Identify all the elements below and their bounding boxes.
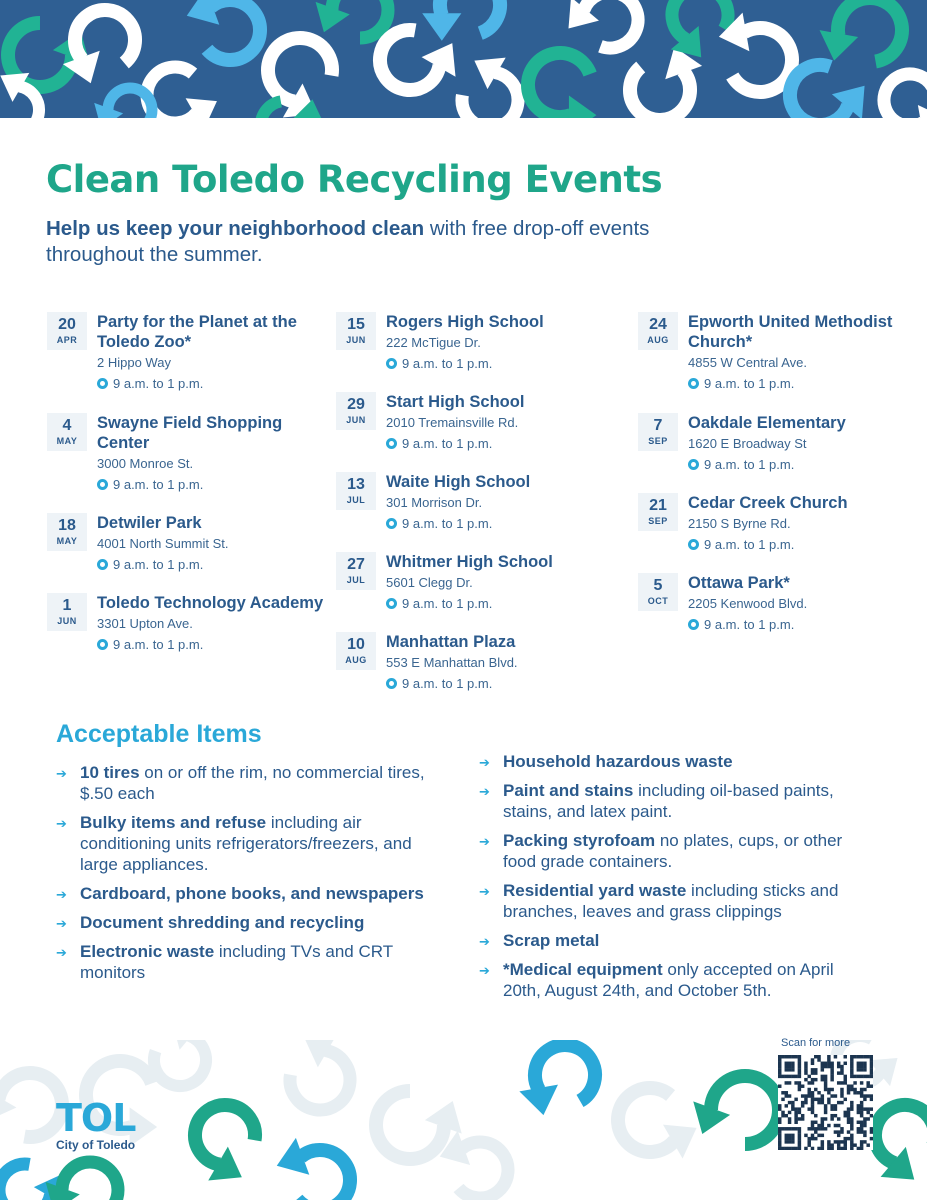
item-name: Household hazardous waste xyxy=(503,752,733,771)
event-date-badge xyxy=(336,552,376,590)
event-day: 15 xyxy=(347,316,365,333)
event-time xyxy=(688,614,927,635)
event-address: 222 McTigue Dr. xyxy=(386,335,481,350)
events-column-3 xyxy=(638,312,918,653)
event-item xyxy=(638,413,918,493)
acceptable-item xyxy=(56,941,426,983)
acceptable-item xyxy=(56,762,426,804)
item-name: *Medical equipment xyxy=(503,960,663,979)
event-date-badge xyxy=(47,593,87,631)
recycle-arrow-icon xyxy=(180,0,268,70)
item-name: Scrap metal xyxy=(503,931,600,950)
event-time xyxy=(97,554,337,575)
event-info xyxy=(97,593,337,655)
event-item xyxy=(47,312,327,413)
event-time-text: 9 a.m. to 1 p.m. xyxy=(113,477,204,492)
event-name: Waite High School xyxy=(386,473,531,491)
item-name: Electronic waste xyxy=(80,942,215,961)
event-time xyxy=(386,513,626,534)
event-month: MAY xyxy=(56,436,78,446)
clock-icon xyxy=(97,378,108,389)
event-info xyxy=(97,413,337,495)
event-date-badge xyxy=(47,312,87,350)
event-item xyxy=(336,632,616,712)
item-name: Paint and stains xyxy=(503,781,634,800)
event-time-text: 9 a.m. to 1 p.m. xyxy=(113,637,204,652)
recycle-arrow-icon xyxy=(620,40,716,118)
item-description: including sticks and branches, leaves and grass clippings xyxy=(503,881,839,921)
arrow-right-icon: ➔ xyxy=(479,755,490,770)
clock-icon xyxy=(688,459,699,470)
event-time xyxy=(688,534,927,555)
event-info xyxy=(386,392,626,454)
event-info xyxy=(386,312,626,374)
event-address: 2010 Tremainsville Rd. xyxy=(386,415,519,430)
event-month: JUN xyxy=(57,616,77,626)
event-date-badge xyxy=(638,413,678,451)
event-address: 4001 North Summit St. xyxy=(97,536,229,551)
clock-icon xyxy=(386,358,397,369)
event-month: APR xyxy=(56,335,78,345)
event-day: 1 xyxy=(62,597,72,614)
event-address: 2 Hippo Way xyxy=(97,355,171,370)
event-info xyxy=(688,573,927,635)
city-of-toledo-logo xyxy=(56,1096,136,1152)
event-item xyxy=(47,513,327,593)
event-item xyxy=(638,493,918,573)
item-name: Cardboard, phone books, and newspapers xyxy=(80,884,424,903)
event-address: 3000 Monroe St. xyxy=(97,456,194,471)
arrow-right-icon: ➔ xyxy=(56,945,67,960)
event-time-text: 9 a.m. to 1 p.m. xyxy=(402,436,493,451)
event-time xyxy=(386,433,626,454)
event-month: JUL xyxy=(346,495,366,505)
event-name: Start High School xyxy=(386,393,525,411)
event-info xyxy=(386,472,626,534)
event-month: OCT xyxy=(647,596,669,606)
clock-icon xyxy=(688,619,699,630)
events-column-2 xyxy=(336,312,616,712)
qr-code[interactable] xyxy=(778,1055,873,1150)
item-name: Residential yard waste xyxy=(503,881,687,900)
event-day: 18 xyxy=(58,517,76,534)
item-description: no plates, cups, or other food grade containers. xyxy=(503,831,843,871)
event-day: 24 xyxy=(649,316,667,333)
item-description: including oil-based paints, stains, and latex paint. xyxy=(503,781,834,821)
item-name: Document shredding and recycling xyxy=(80,913,365,932)
event-name: Swayne Field Shopping Center xyxy=(97,414,283,452)
recycle-arrow-icon xyxy=(606,1074,706,1179)
event-name: Whitmer High School xyxy=(386,553,553,571)
event-time-text: 9 a.m. to 1 p.m. xyxy=(704,376,795,391)
arrow-right-icon: ➔ xyxy=(479,834,490,849)
event-day: 7 xyxy=(653,417,663,434)
event-day: 29 xyxy=(347,396,365,413)
event-time xyxy=(97,474,337,495)
event-info xyxy=(97,312,337,394)
header-banner xyxy=(0,0,927,118)
event-month: SEP xyxy=(648,516,668,526)
item-name: Packing styrofoam xyxy=(503,831,656,850)
event-info xyxy=(688,493,927,555)
event-item xyxy=(638,312,918,413)
item-description: only accepted on April 20th, August 24th, and October 5th. xyxy=(503,960,834,1000)
recycle-arrows-pattern xyxy=(0,0,927,118)
recycle-arrow-icon xyxy=(270,1125,358,1200)
acceptable-items-heading: Acceptable Items xyxy=(56,720,262,748)
event-day: 21 xyxy=(649,497,667,514)
event-time-text: 9 a.m. to 1 p.m. xyxy=(704,537,795,552)
item-name: Bulky items and refuse xyxy=(80,813,267,832)
event-name: Oakdale Elementary xyxy=(688,414,846,432)
event-name: Epworth United Methodist Church* xyxy=(688,313,893,351)
event-time xyxy=(688,373,927,394)
logo-mark: TOL xyxy=(56,1096,136,1140)
event-time xyxy=(386,673,626,694)
arrow-right-icon: ➔ xyxy=(479,784,490,799)
event-name: Ottawa Park* xyxy=(688,574,790,592)
event-month: JUL xyxy=(346,575,366,585)
subtitle xyxy=(46,216,726,268)
event-time-text: 9 a.m. to 1 p.m. xyxy=(113,557,204,572)
acceptable-items-right xyxy=(479,751,849,1009)
event-info xyxy=(688,312,927,394)
event-item xyxy=(336,472,616,552)
arrow-right-icon: ➔ xyxy=(479,963,490,978)
clock-icon xyxy=(97,559,108,570)
arrow-right-icon: ➔ xyxy=(56,916,67,931)
event-time-text: 9 a.m. to 1 p.m. xyxy=(402,356,493,371)
event-date-badge xyxy=(638,312,678,350)
logo-text: City of Toledo xyxy=(56,1138,136,1152)
acceptable-item xyxy=(56,812,426,875)
event-address: 2205 Kenwood Blvd. xyxy=(688,596,808,611)
arrow-right-icon: ➔ xyxy=(56,816,67,831)
event-time-text: 9 a.m. to 1 p.m. xyxy=(704,617,795,632)
recycle-arrow-icon xyxy=(513,1040,601,1118)
acceptable-item xyxy=(479,930,849,951)
recycle-arrow-icon xyxy=(528,53,596,118)
page-title: Clean Toledo Recycling Events xyxy=(46,158,663,201)
arrow-right-icon: ➔ xyxy=(56,766,67,781)
event-date-badge xyxy=(47,413,87,451)
event-name: Manhattan Plaza xyxy=(386,633,516,651)
event-time-text: 9 a.m. to 1 p.m. xyxy=(402,516,493,531)
recycle-arrow-icon xyxy=(37,1148,126,1200)
clock-icon xyxy=(386,678,397,689)
clock-icon xyxy=(97,639,108,650)
qr-label: Scan for more xyxy=(781,1037,851,1049)
clock-icon xyxy=(386,438,397,449)
recycle-arrow-icon xyxy=(422,0,500,41)
event-time xyxy=(386,593,626,614)
event-day: 27 xyxy=(347,556,365,573)
acceptable-item xyxy=(56,883,426,904)
event-date-badge xyxy=(47,513,87,551)
event-date-badge xyxy=(336,392,376,430)
event-day: 10 xyxy=(347,636,365,653)
event-name: Cedar Creek Church xyxy=(688,494,848,512)
event-name: Detwiler Park xyxy=(97,514,202,532)
subtitle-bold: Help us keep your neighborhood clean xyxy=(46,217,425,240)
recycle-arrow-icon xyxy=(880,69,927,118)
clock-icon xyxy=(386,598,397,609)
event-info xyxy=(97,513,337,575)
acceptable-item xyxy=(479,830,849,872)
event-time xyxy=(97,373,337,394)
event-month: SEP xyxy=(648,436,668,446)
event-address: 1620 E Broadway St xyxy=(688,436,807,451)
event-item xyxy=(336,552,616,632)
event-item xyxy=(47,593,327,673)
event-info xyxy=(386,632,626,694)
event-item xyxy=(336,312,616,392)
arrow-right-icon: ➔ xyxy=(479,934,490,949)
event-month: AUG xyxy=(345,655,367,665)
item-description: including air conditioning units refrigerators/freezers, and large appliances. xyxy=(80,813,412,874)
event-item xyxy=(47,413,327,513)
arrow-right-icon: ➔ xyxy=(479,884,490,899)
event-month: AUG xyxy=(647,335,669,345)
event-time xyxy=(386,353,626,374)
event-address: 3301 Upton Ave. xyxy=(97,616,193,631)
event-time xyxy=(97,634,337,655)
acceptable-item xyxy=(479,751,849,772)
recycle-arrow-icon xyxy=(276,1040,370,1121)
arrow-right-icon: ➔ xyxy=(56,887,67,902)
event-item xyxy=(638,573,918,653)
event-address: 2150 S Byrne Rd. xyxy=(688,516,791,531)
event-name: Party for the Planet at the Toledo Zoo* xyxy=(97,313,297,351)
event-day: 13 xyxy=(347,476,365,493)
events-column-1 xyxy=(47,312,327,673)
acceptable-item xyxy=(479,780,849,822)
item-name: 10 tires xyxy=(80,763,140,782)
subtitle-rest: with free drop-off events throughout the summer. xyxy=(46,217,650,266)
acceptable-item xyxy=(479,880,849,922)
event-month: JUN xyxy=(346,415,366,425)
event-time-text: 9 a.m. to 1 p.m. xyxy=(704,457,795,472)
event-time-text: 9 a.m. to 1 p.m. xyxy=(402,676,493,691)
recycle-arrow-icon xyxy=(684,1060,789,1156)
acceptable-item xyxy=(56,912,426,933)
clock-icon xyxy=(688,378,699,389)
event-item xyxy=(336,392,616,472)
event-date-badge xyxy=(638,493,678,531)
event-address: 5601 Clegg Dr. xyxy=(386,575,473,590)
acceptable-item xyxy=(479,959,849,1001)
event-info xyxy=(688,413,927,475)
event-time-text: 9 a.m. to 1 p.m. xyxy=(113,376,204,391)
event-date-badge xyxy=(336,632,376,670)
event-info xyxy=(386,552,626,614)
recycle-arrow-icon xyxy=(175,1094,271,1194)
clock-icon xyxy=(97,479,108,490)
event-day: 5 xyxy=(653,577,663,594)
event-name: Toledo Technology Academy xyxy=(97,594,324,612)
clock-icon xyxy=(386,518,397,529)
event-date-badge xyxy=(336,472,376,510)
event-month: MAY xyxy=(56,536,78,546)
event-address: 4855 W Central Ave. xyxy=(688,355,807,370)
event-address: 301 Morrison Dr. xyxy=(386,495,483,510)
event-time xyxy=(688,454,927,475)
event-day: 20 xyxy=(58,316,76,333)
event-date-badge xyxy=(336,312,376,350)
recycle-arrow-icon xyxy=(140,1040,227,1097)
event-name: Rogers High School xyxy=(386,313,544,331)
clock-icon xyxy=(688,539,699,550)
item-description: on or off the rim, no commercial tires, $.50 each xyxy=(80,763,425,803)
acceptable-items-left xyxy=(56,762,426,991)
event-month: JUN xyxy=(346,335,366,345)
event-day: 4 xyxy=(62,417,72,434)
event-address: 553 E Manhattan Blvd. xyxy=(386,655,518,670)
event-date-badge xyxy=(638,573,678,611)
item-description: including TVs and CRT monitors xyxy=(80,942,393,982)
event-time-text: 9 a.m. to 1 p.m. xyxy=(402,596,493,611)
